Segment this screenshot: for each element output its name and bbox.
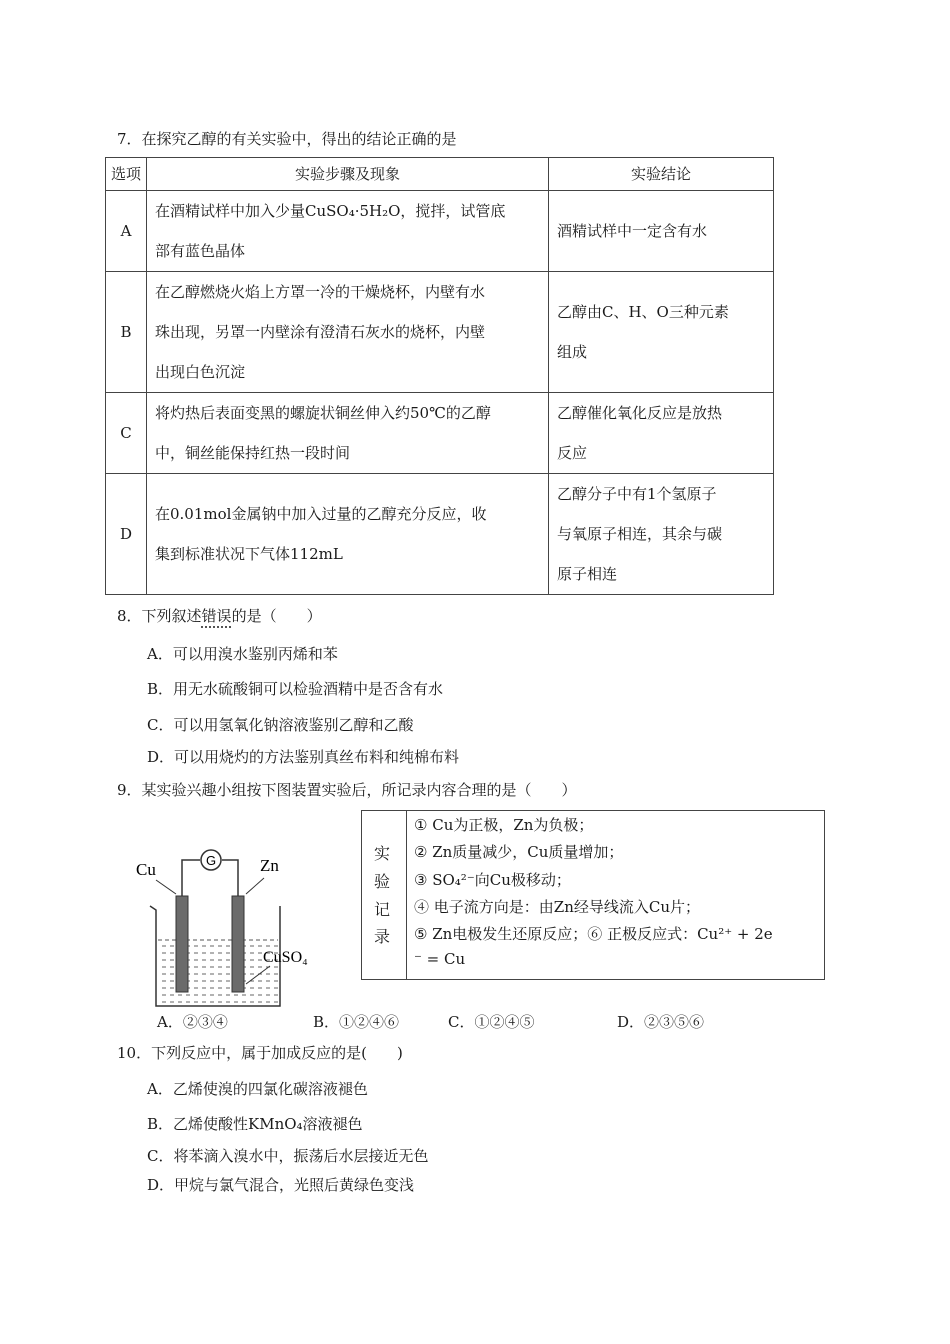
row-conclusion: [549, 191, 774, 272]
step-line: 将灼热后表面变黑的螺旋状铜丝伸入约50℃的乙醇: [155, 404, 491, 422]
q9-option-a: A．②③④: [157, 1013, 228, 1031]
wire-left: [182, 860, 200, 898]
cu-pointer: [156, 880, 176, 894]
title-pre: 8．下列叙述: [117, 607, 202, 625]
step-line: 在乙醇燃烧火焰上方罩一冷的干燥烧杯，内壁有水: [155, 283, 486, 301]
conclusion-line: 乙醇由C、H、O三种元素: [557, 303, 729, 321]
question-7-title: 7．在探究乙醇的有关实验中，得出的结论正确的是: [117, 130, 457, 148]
title-emphasis: 错误: [201, 607, 232, 625]
galvanometer-label: G: [205, 853, 217, 868]
galvanic-cell-diagram: [130, 838, 330, 1013]
q10-option-b: B．乙烯使酸性KMnO₄溶液褪色: [147, 1115, 363, 1133]
q10-option-d: D．甲烷与氯气混合，光照后黄绿色变浅: [147, 1176, 415, 1194]
row-option: A: [106, 191, 147, 272]
conclusion-line: 乙醇催化氧化反应是放热: [557, 404, 723, 422]
row-step: [147, 272, 549, 393]
conclusion-line: 反应: [557, 444, 588, 462]
cu-label: Cu: [136, 860, 156, 879]
table-row: [106, 191, 774, 272]
step-line: 集到标准状况下气体112mL: [155, 545, 343, 563]
step-line: 在酒精试样中加入少量CuSO₄·5H₂O，搅拌，试管底: [155, 202, 506, 220]
conclusion-line: 与氧原子相连，其余与碳: [557, 525, 723, 543]
header-conclusion: 实验结论: [549, 158, 774, 191]
question-9-title: 9．某实验兴趣小组按下图装置实验后，所记录内容合理的是（ ）: [117, 781, 577, 799]
record-line: ② Zn质量减少，Cu质量增加；: [414, 843, 624, 861]
wire-right: [222, 860, 238, 898]
zn-electrode: [232, 896, 244, 992]
row-step: [147, 393, 549, 474]
q8-option-b: B．用无水硫酸铜可以检验酒精中是否含有水: [147, 680, 444, 698]
conclusion-line: 乙醇分子中有1个氢原子: [557, 485, 717, 503]
conclusion-line: 酒精试样中一定含有水: [557, 222, 708, 240]
q8-option-d: D．可以用烧灼的方法鉴别真丝布料和纯棉布料: [147, 748, 460, 766]
header-steps: 实验步骤及现象: [147, 158, 549, 191]
step-line: 出现白色沉淀: [155, 363, 246, 381]
title-post: 的是（ ）: [231, 607, 322, 625]
q10-option-a: A．乙烯使溴的四氯化碳溶液褪色: [147, 1080, 368, 1098]
table-header-row: [106, 158, 774, 191]
record-label: [362, 811, 407, 979]
q8-option-a: A．可以用溴水鉴别丙烯和苯: [147, 645, 338, 663]
table-row: [106, 393, 774, 474]
q9-option-d: D．②③⑤⑥: [617, 1013, 705, 1031]
record-line: ⑤ Zn电极发生还原反应；⑥ 正极反应式：Cu²⁺ + 2e: [414, 925, 773, 943]
step-line: 中，铜丝能保持红热一段时间: [155, 444, 351, 462]
conclusion-line: 组成: [557, 343, 588, 361]
question-10-title: 10．下列反应中，属于加成反应的是( ): [117, 1044, 403, 1062]
record-line: ① Cu为正极，Zn为负极；: [414, 816, 594, 834]
record-label-char: 实: [374, 844, 391, 863]
header-option: 选项: [106, 158, 147, 191]
row-conclusion: [549, 474, 774, 595]
experiment-table: [105, 157, 774, 595]
row-option: C: [106, 393, 147, 474]
row-option: B: [106, 272, 147, 393]
row-conclusion: [549, 393, 774, 474]
record-label-char: 录: [374, 927, 391, 946]
q10-option-c: C．将苯滴入溴水中，振荡后水层接近无色: [147, 1147, 429, 1165]
step-line: 在0.01mol金属钠中加入过量的乙醇充分反应，收: [155, 505, 487, 523]
table-row: [106, 272, 774, 393]
cu-electrode: [176, 896, 188, 992]
step-line: 珠出现，另罩一内壁涂有澄清石灰水的烧杯，内壁: [155, 323, 486, 341]
conclusion-line: 原子相连: [557, 565, 618, 583]
question-8-title: [117, 605, 322, 626]
q9-option-c: C．①②④⑤: [448, 1013, 535, 1031]
row-option: D: [106, 474, 147, 595]
row-step: [147, 474, 549, 595]
record-label-char: 验: [374, 872, 391, 891]
solution-label: CuSO₄: [263, 949, 308, 966]
row-step: [147, 191, 549, 272]
zn-label: Zn: [260, 856, 279, 875]
table-row: [106, 474, 774, 595]
row-conclusion: [549, 272, 774, 393]
experiment-record-box: [361, 810, 825, 980]
q9-option-b: B．①②④⑥: [313, 1013, 400, 1031]
record-label-char: 记: [374, 900, 391, 919]
zn-pointer: [246, 878, 264, 894]
record-line: ④ 电子流方向是：由Zn经导线流入Cu片；: [414, 898, 700, 916]
q8-option-c: C．可以用氢氧化钠溶液鉴别乙醇和乙酸: [147, 716, 414, 734]
step-line: 部有蓝色晶体: [155, 242, 246, 260]
record-line: ⁻ = Cu: [414, 950, 466, 968]
record-line: ③ SO₄²⁻向Cu极移动；: [414, 871, 571, 889]
